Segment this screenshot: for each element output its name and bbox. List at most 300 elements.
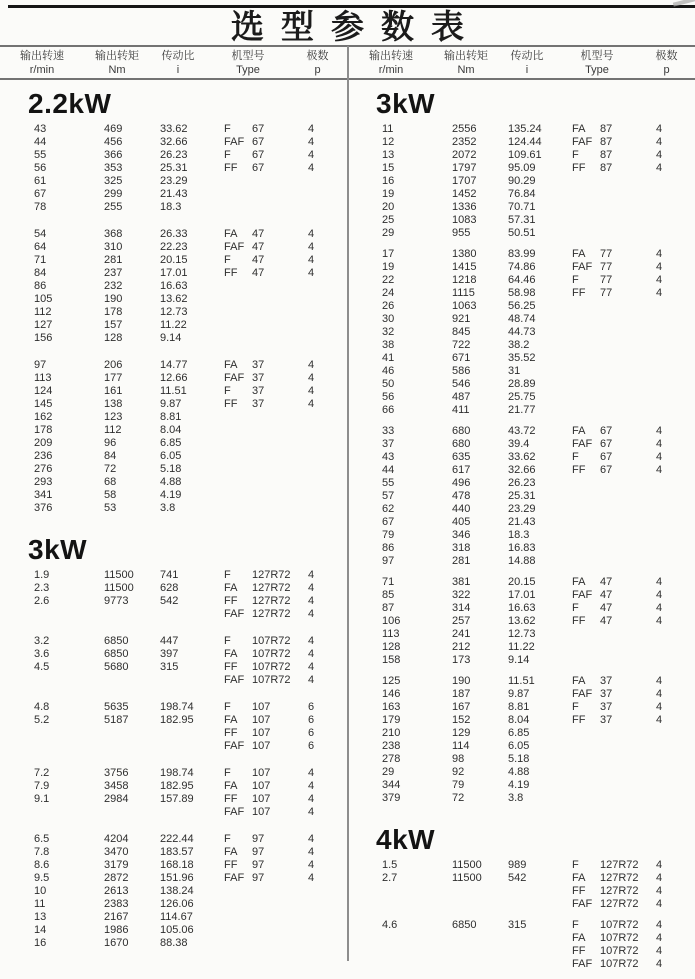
type-size-cell: 127R72 bbox=[600, 885, 639, 897]
row-group bbox=[348, 425, 695, 568]
speed-cell: 12 bbox=[382, 136, 395, 148]
type-prefix-cell: FF bbox=[572, 714, 586, 726]
type-size-cell: 97 bbox=[252, 846, 265, 858]
speed-cell bbox=[382, 932, 452, 945]
type-prefix-cell bbox=[572, 792, 600, 805]
speed-cell: 56 bbox=[382, 391, 395, 403]
ratio-cell: 542 bbox=[508, 872, 527, 884]
data-row bbox=[0, 123, 347, 136]
poles-cell: 4 bbox=[656, 945, 663, 957]
speed-cell bbox=[34, 727, 104, 740]
torque-cell bbox=[452, 932, 508, 945]
speed-cell: 61 bbox=[34, 175, 47, 187]
torque-cell: 1670 bbox=[104, 937, 129, 949]
ratio-cell: 56.25 bbox=[508, 300, 536, 312]
type-size-cell: 67 bbox=[600, 438, 613, 450]
torque-cell: 1063 bbox=[452, 300, 477, 312]
type-prefix-cell: FAF bbox=[572, 589, 593, 601]
ratio-cell: 23.29 bbox=[160, 175, 188, 187]
torque-cell: 129 bbox=[452, 727, 471, 739]
data-row bbox=[0, 780, 347, 793]
speed-cell: 2.3 bbox=[34, 582, 50, 594]
data-row bbox=[0, 833, 347, 846]
table-column-right bbox=[348, 81, 695, 979]
type-prefix-cell: FA bbox=[224, 228, 238, 240]
type-prefix-cell bbox=[572, 555, 600, 568]
speed-cell: 7.9 bbox=[34, 780, 50, 792]
poles-cell bbox=[308, 885, 338, 898]
type-prefix-cell bbox=[572, 516, 600, 529]
torque-cell: 177 bbox=[104, 372, 123, 384]
ratio-cell: 26.23 bbox=[508, 477, 536, 489]
type-size-cell: 107 bbox=[252, 740, 271, 752]
speed-cell: 62 bbox=[382, 503, 395, 515]
table-column-left bbox=[0, 81, 347, 964]
type-size-cell bbox=[600, 753, 656, 766]
torque-cell: 680 bbox=[452, 438, 471, 450]
poles-cell bbox=[656, 214, 686, 227]
ratio-cell: 33.62 bbox=[508, 451, 536, 463]
type-size-cell: 107 bbox=[252, 806, 271, 818]
data-row bbox=[348, 859, 695, 872]
torque-cell: 5635 bbox=[104, 701, 129, 713]
torque-cell: 6850 bbox=[452, 919, 477, 931]
type-prefix-cell: FF bbox=[224, 398, 238, 410]
data-row bbox=[348, 162, 695, 175]
type-prefix-cell: FF bbox=[224, 859, 238, 871]
poles-cell: 4 bbox=[308, 136, 315, 148]
data-row bbox=[348, 378, 695, 391]
ratio-cell: 90.29 bbox=[508, 175, 536, 187]
torque-cell: 2872 bbox=[104, 872, 129, 884]
page-title-wrap bbox=[0, 9, 695, 45]
poles-cell bbox=[308, 476, 338, 489]
speed-cell: 163 bbox=[382, 701, 401, 713]
torque-cell: 2383 bbox=[104, 898, 129, 910]
data-row bbox=[0, 489, 347, 502]
type-size-cell bbox=[252, 463, 308, 476]
poles-cell: 4 bbox=[308, 661, 315, 673]
type-prefix-cell: FA bbox=[224, 714, 238, 726]
torque-cell: 366 bbox=[104, 149, 123, 161]
ratio-cell: 222.44 bbox=[160, 833, 194, 845]
torque-cell: 2167 bbox=[104, 911, 129, 923]
torque-cell: 299 bbox=[104, 188, 123, 200]
type-prefix-cell: FA bbox=[572, 123, 586, 135]
speed-cell: 9.1 bbox=[34, 793, 50, 805]
type-size-cell bbox=[600, 766, 656, 779]
type-size-cell: 107R72 bbox=[600, 958, 639, 970]
poles-cell: 4 bbox=[656, 932, 663, 944]
data-row bbox=[0, 228, 347, 241]
data-row bbox=[348, 615, 695, 628]
header-label: 传动比 bbox=[161, 50, 195, 62]
ratio-cell: 70.71 bbox=[508, 201, 536, 213]
torque-cell: 173 bbox=[452, 654, 471, 666]
poles-cell: 4 bbox=[656, 274, 663, 286]
speed-cell: 162 bbox=[34, 411, 53, 423]
poles-cell bbox=[656, 326, 686, 339]
ratio-cell bbox=[508, 958, 572, 971]
poles-cell: 4 bbox=[308, 385, 315, 397]
torque-cell: 353 bbox=[104, 162, 123, 174]
type-size-cell bbox=[252, 898, 308, 911]
header-label: 极数 bbox=[306, 50, 329, 62]
data-row bbox=[348, 464, 695, 477]
speed-cell: 13 bbox=[34, 911, 47, 923]
torque-cell: 72 bbox=[104, 463, 117, 475]
ratio-cell: 18.3 bbox=[160, 201, 182, 213]
speed-cell: 19 bbox=[382, 261, 395, 273]
data-row bbox=[348, 542, 695, 555]
poles-cell: 6 bbox=[308, 727, 315, 739]
data-row bbox=[348, 149, 695, 162]
column-header-cell bbox=[433, 50, 499, 77]
torque-cell: 161 bbox=[104, 385, 123, 397]
type-size-cell bbox=[600, 201, 656, 214]
type-prefix-cell: F bbox=[224, 635, 231, 647]
type-size-cell: 37 bbox=[600, 688, 613, 700]
type-prefix-cell bbox=[224, 450, 252, 463]
data-row bbox=[0, 661, 347, 674]
speed-cell: 158 bbox=[382, 654, 401, 666]
data-row bbox=[348, 958, 695, 971]
type-size-cell bbox=[252, 937, 308, 950]
poles-cell: 4 bbox=[308, 398, 315, 410]
torque-cell: 241 bbox=[452, 628, 471, 640]
data-row bbox=[0, 502, 347, 515]
type-prefix-cell: F bbox=[572, 859, 579, 871]
torque-cell: 11500 bbox=[452, 859, 482, 871]
poles-cell: 4 bbox=[656, 602, 663, 614]
header-label: 输出转速 bbox=[369, 50, 413, 62]
type-prefix-cell: FAF bbox=[572, 688, 593, 700]
type-size-cell: 107 bbox=[252, 780, 271, 792]
speed-cell: 33 bbox=[382, 425, 395, 437]
poles-cell bbox=[656, 339, 686, 352]
torque-cell: 2352 bbox=[452, 136, 477, 148]
type-prefix-cell bbox=[224, 332, 252, 345]
type-prefix-cell: FA bbox=[572, 872, 586, 884]
type-prefix-cell bbox=[572, 175, 600, 188]
data-row bbox=[348, 136, 695, 149]
torque-cell: 58 bbox=[104, 489, 117, 501]
speed-cell: 2.6 bbox=[34, 595, 50, 607]
poles-cell: 4 bbox=[656, 162, 663, 174]
ratio-cell: 39.4 bbox=[508, 438, 530, 450]
data-row bbox=[348, 274, 695, 287]
data-row bbox=[0, 714, 347, 727]
type-size-cell: 47 bbox=[600, 576, 613, 588]
torque-cell: 68 bbox=[104, 476, 117, 488]
torque-cell: 257 bbox=[452, 615, 471, 627]
data-row bbox=[348, 589, 695, 602]
row-group bbox=[0, 767, 347, 819]
data-row bbox=[348, 602, 695, 615]
poles-cell bbox=[656, 300, 686, 313]
type-size-cell: 77 bbox=[600, 261, 613, 273]
poles-cell: 4 bbox=[308, 608, 315, 620]
type-prefix-cell bbox=[572, 188, 600, 201]
torque-cell: 5680 bbox=[104, 661, 129, 673]
ratio-cell: 3.8 bbox=[160, 502, 176, 514]
poles-cell bbox=[656, 628, 686, 641]
power-section bbox=[348, 89, 695, 805]
speed-cell: 209 bbox=[34, 437, 53, 449]
ratio-cell: 4.19 bbox=[508, 779, 530, 791]
torque-cell: 11500 bbox=[104, 569, 134, 581]
speed-cell bbox=[34, 740, 104, 753]
torque-cell: 1083 bbox=[452, 214, 477, 226]
speed-cell: 156 bbox=[34, 332, 53, 344]
type-size-cell bbox=[252, 450, 308, 463]
ratio-cell: 741 bbox=[160, 569, 179, 581]
type-prefix-cell bbox=[572, 542, 600, 555]
type-prefix-cell bbox=[572, 352, 600, 365]
section-heading: 3kW bbox=[28, 534, 88, 565]
type-prefix-cell: FA bbox=[572, 248, 586, 260]
type-prefix-cell: F bbox=[224, 385, 231, 397]
speed-cell bbox=[34, 806, 104, 819]
torque-cell: 255 bbox=[104, 201, 123, 213]
type-size-cell bbox=[600, 740, 656, 753]
type-prefix-cell: FF bbox=[224, 162, 238, 174]
torque-cell: 1115 bbox=[452, 287, 475, 299]
type-size-cell: 47 bbox=[252, 267, 265, 279]
torque-cell: 325 bbox=[104, 175, 123, 187]
header-unit: i bbox=[525, 64, 529, 76]
ratio-cell: 5.18 bbox=[508, 753, 530, 765]
type-size-cell: 127R72 bbox=[600, 859, 639, 871]
poles-cell bbox=[308, 280, 338, 293]
data-row bbox=[348, 688, 695, 701]
speed-cell: 145 bbox=[34, 398, 53, 410]
type-prefix-cell: F bbox=[572, 274, 579, 286]
torque-cell: 190 bbox=[452, 675, 471, 687]
type-prefix-cell: FA bbox=[224, 582, 238, 594]
type-size-cell bbox=[252, 924, 308, 937]
poles-cell bbox=[656, 477, 686, 490]
row-group bbox=[348, 859, 695, 911]
data-row bbox=[0, 648, 347, 661]
poles-cell bbox=[656, 227, 686, 240]
header-label: 极数 bbox=[655, 50, 678, 62]
torque-cell: 3179 bbox=[104, 859, 129, 871]
type-prefix-cell: FA bbox=[224, 359, 238, 371]
type-prefix-cell bbox=[572, 529, 600, 542]
poles-cell: 4 bbox=[308, 582, 315, 594]
speed-cell: 37 bbox=[382, 438, 395, 450]
type-prefix-cell: F bbox=[572, 919, 579, 931]
poles-cell: 4 bbox=[656, 898, 663, 910]
torque-cell: 232 bbox=[104, 280, 123, 292]
speed-cell: 105 bbox=[34, 293, 53, 305]
type-size-cell bbox=[600, 365, 656, 378]
data-row bbox=[0, 806, 347, 819]
type-size-cell bbox=[600, 391, 656, 404]
ratio-cell: 22.23 bbox=[160, 241, 188, 253]
row-group bbox=[348, 576, 695, 667]
speed-cell: 1.5 bbox=[382, 859, 398, 871]
ratio-cell: 9.14 bbox=[508, 654, 530, 666]
data-row bbox=[0, 437, 347, 450]
speed-cell: 44 bbox=[382, 464, 395, 476]
ratio-cell: 8.04 bbox=[160, 424, 182, 436]
poles-cell: 4 bbox=[308, 372, 315, 384]
speed-cell: 54 bbox=[34, 228, 47, 240]
speed-cell: 38 bbox=[382, 339, 395, 351]
data-row bbox=[348, 175, 695, 188]
poles-cell bbox=[308, 502, 338, 515]
poles-cell: 4 bbox=[308, 162, 315, 174]
torque-cell: 671 bbox=[452, 352, 471, 364]
ratio-cell: 183.57 bbox=[160, 846, 194, 858]
torque-cell: 322 bbox=[452, 589, 471, 601]
speed-cell: 125 bbox=[382, 675, 401, 687]
column-header-cell bbox=[150, 50, 206, 77]
speed-cell: 7.2 bbox=[34, 767, 50, 779]
data-row bbox=[348, 945, 695, 958]
data-row bbox=[348, 123, 695, 136]
data-row bbox=[0, 727, 347, 740]
ratio-cell: 14.88 bbox=[508, 555, 536, 567]
type-size-cell bbox=[600, 792, 656, 805]
ratio-cell: 126.06 bbox=[160, 898, 194, 910]
poles-cell bbox=[656, 766, 686, 779]
torque-cell: 722 bbox=[452, 339, 471, 351]
speed-cell: 71 bbox=[34, 254, 47, 266]
type-size-cell: 77 bbox=[600, 248, 613, 260]
type-size-cell bbox=[252, 201, 308, 214]
data-row bbox=[0, 332, 347, 345]
type-prefix-cell: FAF bbox=[572, 958, 593, 970]
poles-cell bbox=[656, 740, 686, 753]
header-unit: p bbox=[314, 64, 321, 76]
poles-cell: 4 bbox=[308, 833, 315, 845]
speed-cell: 24 bbox=[382, 287, 395, 299]
type-size-cell bbox=[600, 404, 656, 417]
column-header-cell bbox=[290, 50, 345, 77]
poles-cell: 4 bbox=[656, 261, 663, 273]
ratio-cell: 64.46 bbox=[508, 274, 536, 286]
speed-cell: 146 bbox=[382, 688, 401, 700]
poles-cell: 4 bbox=[656, 714, 663, 726]
torque-cell: 3756 bbox=[104, 767, 129, 779]
poles-cell bbox=[308, 188, 338, 201]
torque-cell: 381 bbox=[452, 576, 471, 588]
torque-cell: 190 bbox=[104, 293, 123, 305]
ratio-cell bbox=[160, 674, 224, 687]
ratio-cell: 4.88 bbox=[508, 766, 530, 778]
type-prefix-cell bbox=[224, 898, 252, 911]
type-size-cell: 107R72 bbox=[252, 661, 291, 673]
speed-cell: 56 bbox=[34, 162, 47, 174]
torque-cell: 1797 bbox=[452, 162, 477, 174]
type-prefix-cell: FAF bbox=[572, 438, 593, 450]
torque-cell: 1380 bbox=[452, 248, 477, 260]
ratio-cell bbox=[160, 740, 224, 753]
poles-cell: 4 bbox=[308, 228, 315, 240]
data-row bbox=[0, 267, 347, 280]
ratio-cell: 3.8 bbox=[508, 792, 524, 804]
type-prefix-cell: FA bbox=[572, 576, 586, 588]
speed-cell: 9.5 bbox=[34, 872, 50, 884]
ratio-cell: 26.23 bbox=[160, 149, 188, 161]
ratio-cell bbox=[508, 898, 572, 911]
poles-cell: 4 bbox=[656, 123, 663, 135]
type-size-cell bbox=[252, 175, 308, 188]
ratio-cell: 9.14 bbox=[160, 332, 182, 344]
speed-cell: 210 bbox=[382, 727, 401, 739]
data-row bbox=[0, 463, 347, 476]
torque-cell: 3458 bbox=[104, 780, 129, 792]
speed-cell: 11 bbox=[382, 123, 394, 135]
torque-cell bbox=[104, 727, 160, 740]
type-size-cell bbox=[600, 313, 656, 326]
ratio-cell: 50.51 bbox=[508, 227, 536, 239]
data-row bbox=[348, 872, 695, 885]
poles-cell: 4 bbox=[656, 615, 663, 627]
speed-cell: 16 bbox=[34, 937, 47, 949]
ratio-cell: 43.72 bbox=[508, 425, 536, 437]
column-header-cell bbox=[499, 50, 555, 77]
speed-cell: 128 bbox=[382, 641, 401, 653]
speed-cell: 86 bbox=[382, 542, 395, 554]
type-prefix-cell bbox=[572, 503, 600, 516]
column-header-cell bbox=[639, 50, 694, 77]
data-row bbox=[0, 398, 347, 411]
row-group bbox=[0, 359, 347, 515]
speed-cell: 50 bbox=[382, 378, 395, 390]
type-prefix-cell: F bbox=[224, 833, 231, 845]
ratio-cell: 16.83 bbox=[508, 542, 536, 554]
type-size-cell: 67 bbox=[600, 451, 613, 463]
speed-cell bbox=[382, 885, 452, 898]
torque-cell: 281 bbox=[452, 555, 471, 567]
header-label: 输出转速 bbox=[20, 50, 64, 62]
data-row bbox=[348, 529, 695, 542]
poles-cell: 4 bbox=[656, 859, 663, 871]
type-prefix-cell bbox=[572, 300, 600, 313]
type-prefix-cell: FA bbox=[224, 780, 238, 792]
speed-cell: 4.5 bbox=[34, 661, 50, 673]
data-row bbox=[348, 214, 695, 227]
data-row bbox=[348, 641, 695, 654]
torque-cell: 11500 bbox=[452, 872, 482, 884]
ratio-cell: 6.05 bbox=[160, 450, 182, 462]
type-size-cell bbox=[600, 654, 656, 667]
data-row bbox=[0, 885, 347, 898]
data-row bbox=[348, 477, 695, 490]
type-prefix-cell bbox=[572, 365, 600, 378]
header-unit: i bbox=[176, 64, 180, 76]
speed-cell: 86 bbox=[34, 280, 47, 292]
poles-cell bbox=[308, 424, 338, 437]
type-prefix-cell: FAF bbox=[224, 372, 245, 384]
type-prefix-cell bbox=[572, 313, 600, 326]
speed-cell: 178 bbox=[34, 424, 53, 436]
speed-cell: 29 bbox=[382, 227, 395, 239]
type-size-cell: 127R72 bbox=[252, 595, 291, 607]
poles-cell: 4 bbox=[656, 438, 663, 450]
ratio-cell: 12.73 bbox=[508, 628, 536, 640]
speed-cell: 32 bbox=[382, 326, 395, 338]
ratio-cell: 12.73 bbox=[160, 306, 188, 318]
type-size-cell bbox=[600, 352, 656, 365]
poles-cell: 4 bbox=[308, 648, 315, 660]
type-prefix-cell bbox=[572, 740, 600, 753]
poles-cell bbox=[308, 411, 338, 424]
